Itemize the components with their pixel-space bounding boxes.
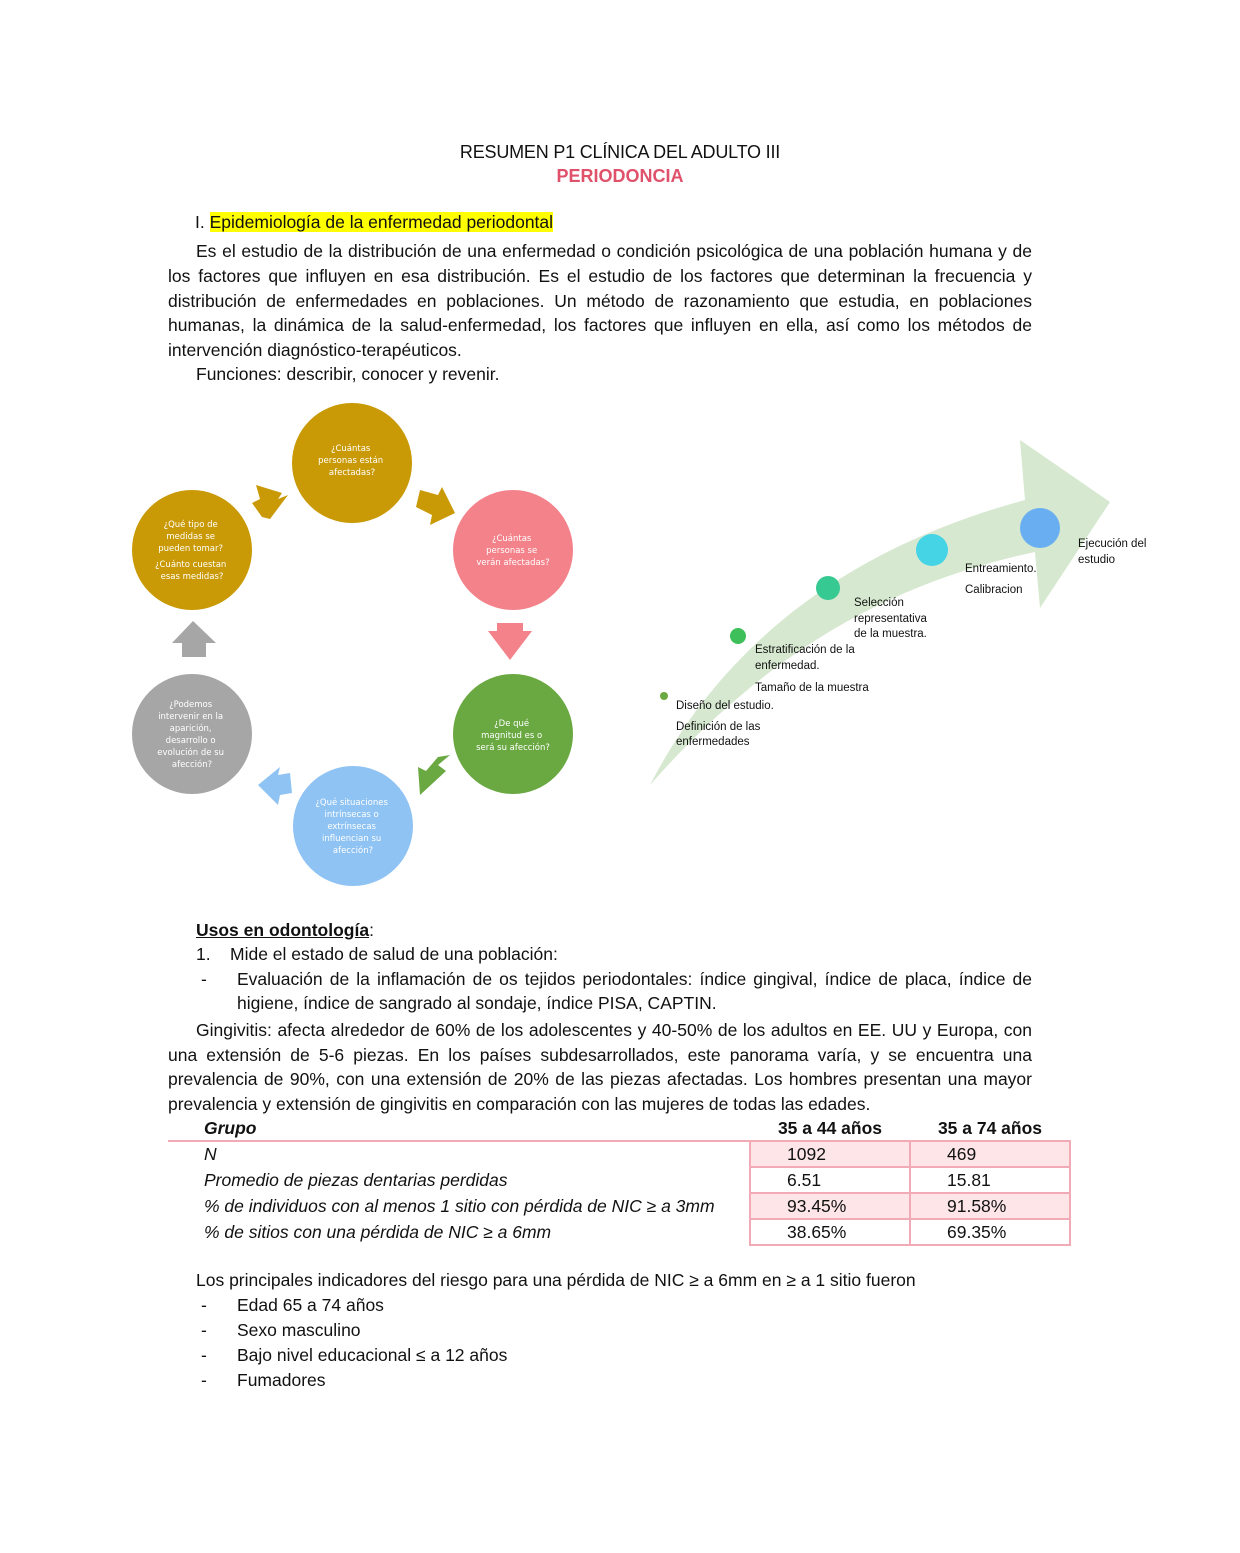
list-bullet: - [201, 969, 207, 989]
list-number: 1. [196, 944, 211, 964]
process-arrow-diagram [640, 430, 1147, 790]
list-bullet: - [201, 1320, 207, 1340]
table-row [168, 1219, 1070, 1245]
circle-6-text: ¿Qué tipo de medidas se pueden tomar? ¿Cuánto cuestan esas medidas? [154, 520, 227, 582]
cycle-circle-4 [293, 766, 413, 886]
gingivitis-line: prevalencia y extensión de gingivitis en comparación con las mujeres de todas las edades. [168, 1094, 871, 1114]
step-2-text: Estratificación de la enfermedad. Tamaño de la muestra [755, 644, 869, 694]
process-step-1 [660, 692, 777, 748]
table-header: Grupo [168, 1116, 750, 1141]
cycle-circle-5 [132, 674, 252, 794]
table-cell: 1092 [750, 1141, 910, 1167]
circle-1-text: ¿Cuántas personas están afectadas? [318, 444, 384, 478]
risk-intro: Los principales indicadores del riesgo para una pérdida de NIC ≥ a 6mm en ≥ a 1 sitio fueron [196, 1270, 916, 1290]
circle-4-text: ¿Qué situaciones intrínsecas o extrínsecas influencian su afección? [315, 798, 388, 856]
table-cell: 93.45% [750, 1193, 910, 1219]
cycle-diagram [120, 395, 590, 895]
cycle-arrow [252, 485, 288, 519]
section-number: I. [195, 212, 205, 232]
table-cell: N [204, 1144, 217, 1164]
risk-item: Sexo masculino [237, 1320, 361, 1340]
cycle-circle-2 [453, 490, 573, 610]
circle-3-text: ¿De qué magnitud es o será su afección? [476, 719, 550, 753]
cycle-circle-1 [292, 403, 412, 523]
step-5-text: Ejecución del estudio [1078, 538, 1147, 566]
table-cell: 469 [910, 1141, 1070, 1167]
gingivitis-line: Gingivitis: afecta alrededor de 60% de los adolescentes y 40-50% de los adultos en EE. UU y Europa, con [196, 1020, 1032, 1040]
cycle-circle-6 [132, 490, 252, 610]
table-cell: % de sitios con una pérdida de NIC ≥ a 6mm [204, 1221, 552, 1242]
list-bullet: - [201, 1370, 207, 1390]
table-header: 35 a 44 años [750, 1116, 910, 1141]
table-cell: 91.58% [910, 1193, 1070, 1219]
step-3-text: Selección representativa de la muestra. [854, 597, 927, 640]
paragraph-line: intervención diagnóstico-terapéuticos. [168, 340, 462, 360]
functions-line: Funciones: describir, conocer y revenir. [196, 364, 500, 384]
table-cell: 6.51 [750, 1167, 910, 1193]
list-bullet: - [201, 1345, 207, 1365]
list-text: Mide el estado de salud de una población: [230, 944, 558, 964]
usos-item-1 [196, 944, 558, 965]
cycle-arrow [418, 755, 450, 795]
table-cell: % de individuos con al menos 1 sitio con pérdida de NIC ≥ a 3mm [204, 1195, 715, 1216]
paragraph-line: distribución de enfermedades en poblaciones. Un método de razonamiento que estudia, en poblaciones [168, 291, 1032, 311]
document-title: RESUMEN P1 CLÍNICA DEL ADULTO III [459, 142, 781, 162]
usos-heading: Usos en odontología: [196, 920, 374, 940]
step-1-text: Diseño del estudio. Definición de las enfermedades [676, 700, 774, 748]
section-heading-text: Epidemiología de la enfermedad periodontal [209, 212, 554, 232]
table-cell: Promedio de piezas dentarias perdidas [204, 1169, 508, 1190]
cycle-arrow [416, 487, 455, 525]
paragraph-line: Es el estudio de la distribución de una enfermedad o condición psicológica de una población humana y de [196, 241, 1032, 261]
cycle-arrow [258, 767, 292, 805]
data-table [168, 1116, 1071, 1246]
cycle-arrow [488, 623, 532, 660]
document-subtitle: PERIODONCIA [556, 166, 684, 186]
risk-item: Fumadores [237, 1370, 326, 1390]
cycle-arrow [172, 621, 216, 657]
section-heading [195, 212, 553, 233]
table-row [168, 1141, 1070, 1167]
risk-item: Bajo nivel educacional ≤ a 12 años [237, 1345, 508, 1365]
table-row [168, 1167, 1070, 1193]
table-cell: 69.35% [910, 1219, 1070, 1245]
list-bullet: - [201, 1295, 207, 1315]
table-header-row [168, 1116, 1070, 1141]
gingivitis-line: una extensión de 5-6 piezas. En los países subdesarrollados, este panorama varía, y se encuentra una [168, 1045, 1032, 1065]
circle-2-text: ¿Cuántas personas se verán afectadas? [476, 534, 550, 568]
table-cell: 38.65% [750, 1219, 910, 1245]
paragraph-line: los factores que influyen en esa distribución. Es el estudio de los factores que determinan la frecuencia y [168, 266, 1032, 286]
circle-5-text: ¿Podemos intervenir en la aparición, desarrollo o evolución de su afección? [157, 700, 224, 770]
table-row [168, 1193, 1070, 1219]
paragraph-line: humanas, la dinámica de la salud-enfermedad, los factores que influyen en ella, así como los métodos de [168, 315, 1032, 335]
risk-item: Edad 65 a 74 años [237, 1295, 384, 1315]
subitem-line: higiene, índice de sangrado al sondaje, índice PISA, CAPTIN. [237, 993, 717, 1013]
subitem-line: Evaluación de la inflamación de os tejidos periodontales: índice gingival, índice de placa, índice de [237, 969, 1032, 989]
table-cell: 15.81 [910, 1167, 1070, 1193]
step-4-text: Entreamiento. Calibracion [965, 563, 1037, 596]
cycle-circle-3 [453, 674, 573, 794]
table-header: 35 a 74 años [910, 1116, 1070, 1141]
gingivitis-line: prevalencia de 90%, con una extensión de 20% de las piezas afectadas. Los hombres presentan una mayor [168, 1069, 1032, 1089]
